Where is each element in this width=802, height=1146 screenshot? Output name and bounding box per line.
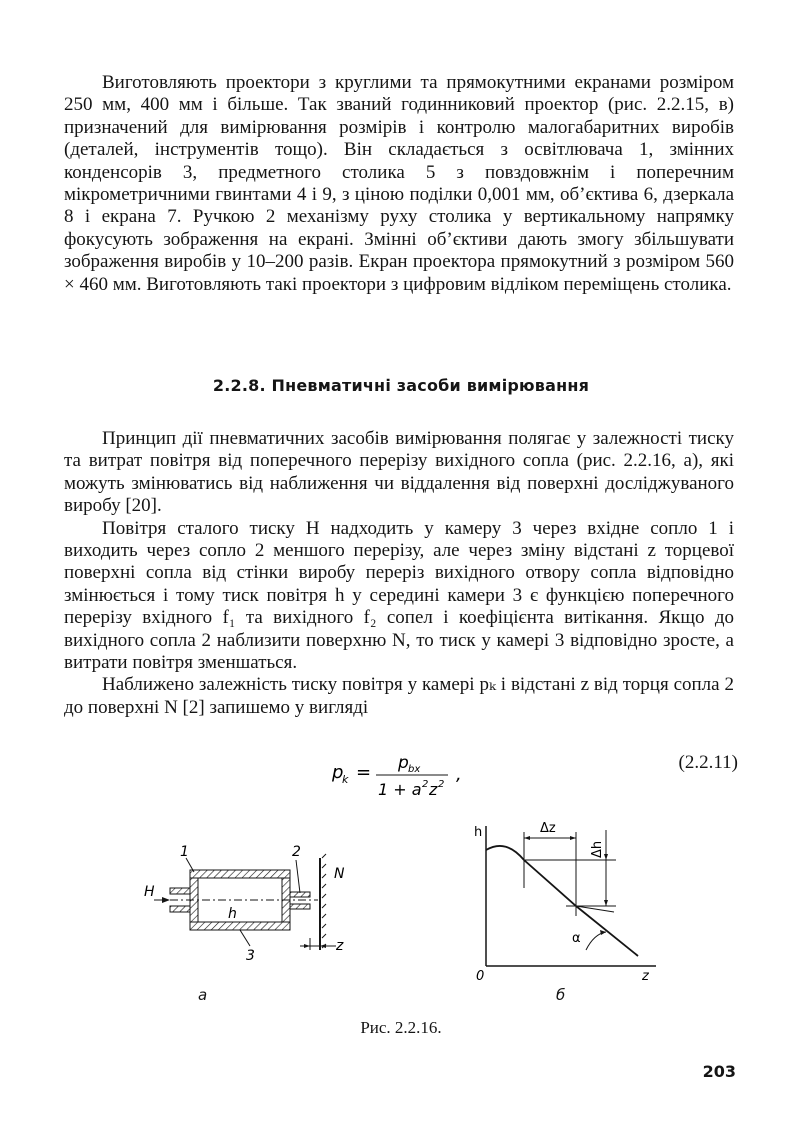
formula-2-2-11	[330, 748, 490, 808]
formula-den-exp1: 2	[422, 779, 429, 790]
chamber-top-wall	[190, 870, 290, 878]
label-h: h	[228, 906, 237, 922]
label-1: 1	[180, 844, 189, 860]
label-3: 3	[246, 948, 255, 964]
label-delta-z: Δz	[540, 821, 556, 836]
label-2: 2	[292, 844, 301, 860]
formula-den-z: z	[429, 780, 438, 799]
paragraph-air-pressure: Повітря сталого тиску H надходить у камеру 3 через вхідне сопло 1 і виходить через сопло 2 меншого перерізу, але через зміну відстані z торцевої поверхні сопла від стінки виробу переріз вихідного отвору сопла відповідно змінюється і тому тиск повітря h у середині камери 3 є функцією поперечного перерізу вхідного f₁ та вихідного f₂ сопел і коефіцієнта витікання. Якщо до вихідного сопла 2 наблизити поверхню N, то тиск у камері 3 відповідно зросте, а витрати повітря зменшаться.	[64, 517, 734, 674]
section-body	[64, 428, 734, 719]
label-z: z	[642, 969, 649, 984]
page-number: 203	[702, 1062, 736, 1081]
label-origin: 0	[476, 969, 485, 984]
label-N: N	[334, 866, 345, 882]
paragraph-principle: Принцип дії пневматичних засобів вимірювання полягає у залежності тиску та витрат повітря від поперечного перерізу вихідного сопла (рис. 2.2.16, а), які можуть змінюватись від наближення чи віддалення від поверхні досліджуваного виробу [20].	[64, 428, 734, 517]
angle-arc	[586, 932, 606, 950]
inflow-arrow	[162, 897, 170, 903]
inlet-nozzle-top	[170, 888, 190, 894]
figure-b-characteristic	[466, 816, 666, 986]
formula-equals: =	[356, 762, 372, 783]
formula-den-a: 1 + a	[378, 780, 422, 799]
paragraph-text: Виготовляють проектори з круглими та прямокутними екранами розміром 250 мм, 400 мм і більше. Так званий годинниковий проектор (рис. 2.2.15, в) призначений для вимірювання розмірів і контролю малогабаритних виробів (деталей, інструментів тощо). Він складається з освітлювача 1, змінних конденсорів 3, предметного столика 5 з повздовжнім і поперечним мікрометричними гвинтами 4 і 9, з ціною поділки 0,001 мм, об’єктива 6, дзеркала 8 і екрана 7. Ручкою 2 механізму руху столика у вертикальному напрямку фокусують зображення на екрані. Змінні об’єктиви дають змогу збільшувати зображення виробів у 10–200 разів. Екран проектора прямокутний з розміром 560 × 460 мм. Виготовляють такі проектори з цифровим відліком переміщень столика.	[64, 72, 734, 295]
figure-a-nozzle-schematic	[140, 838, 360, 968]
label-h: h	[474, 825, 483, 840]
figure-caption: Рис. 2.2.16.	[360, 1018, 442, 1037]
chamber-bottom-wall	[190, 922, 290, 930]
label-z: z	[336, 938, 344, 954]
formula-numerator: p	[398, 753, 409, 773]
outlet-nozzle-bottom	[290, 904, 310, 909]
figure-a-label: а	[198, 986, 208, 1004]
label-delta-h: Δh	[590, 840, 605, 858]
formula-comma: ,	[456, 764, 462, 785]
paragraph-approximation: Наближено залежність тиску повітря у камері pₖ і відстані z від торця сопла 2 до поверхні N [2] запишемо у вигляді	[64, 674, 734, 718]
formula-lhs-sub: k	[342, 773, 349, 786]
formula-den-exp2: 2	[438, 779, 445, 790]
formula-number: (2.2.11)	[678, 752, 738, 773]
figure-b-label: б	[556, 986, 566, 1004]
formula-numerator-sub: bx	[408, 764, 421, 775]
formula-lhs: p	[332, 762, 344, 783]
inlet-nozzle-bottom	[170, 906, 190, 912]
section-heading: 2.2.8. Пневматичні засоби вимірювання	[212, 376, 590, 395]
label-alpha: α	[572, 931, 581, 946]
paragraph-projectors	[64, 72, 734, 296]
label-H: H	[144, 884, 155, 900]
pressure-curve	[486, 846, 638, 956]
